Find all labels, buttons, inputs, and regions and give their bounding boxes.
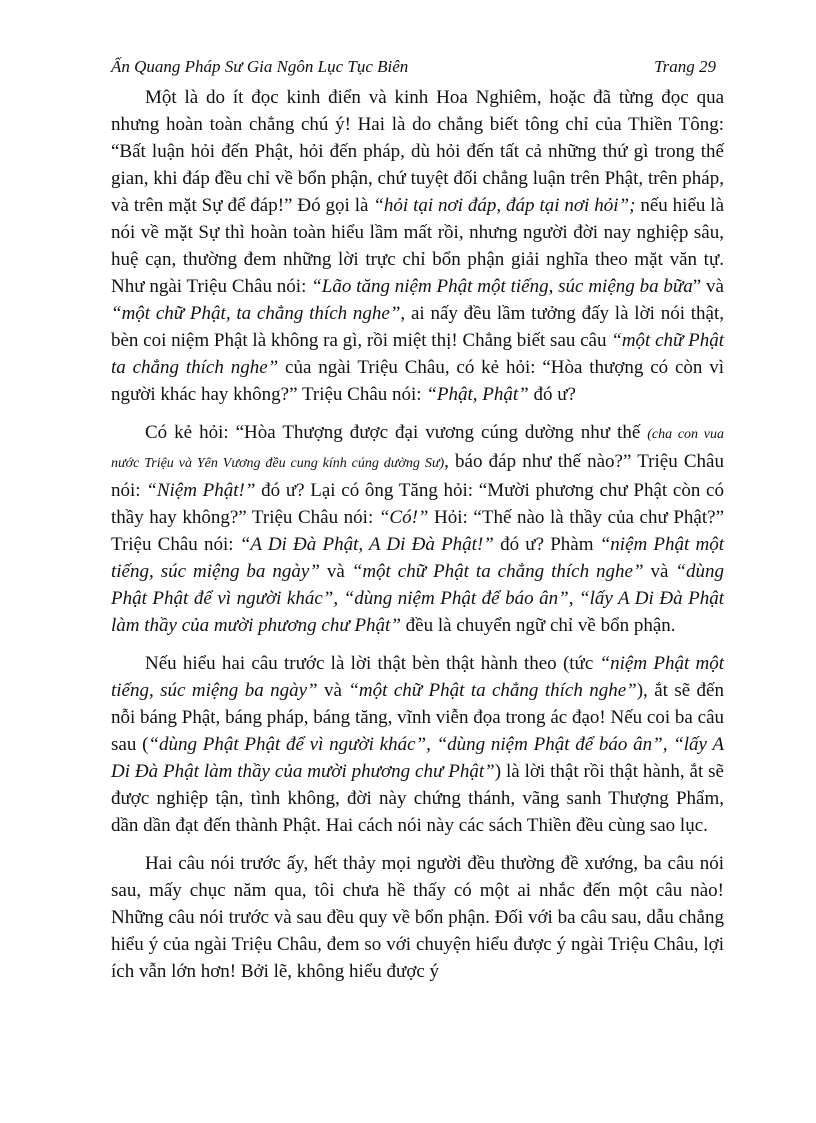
inline-note: (cha con vua nước Triệu và Yên Vương đều cung kính cúng dường Sư) [111,427,724,471]
quote: “một chữ Phật, ta chẳng thích nghe” [111,303,401,324]
quote: “Niệm Phật!” [146,480,256,501]
quote: “hỏi tại nơi đáp, đáp tại nơi hỏi”; [373,195,636,216]
quote: “dùng Phật Phật để vì người khác”, “dùng niệm Phật để báo ân”, “lấy A Di Đà Phật làm thầy của mười phương chư Phật” [111,734,724,782]
quote: “một chữ Phật ta chẳng thích nghe” [351,561,644,582]
quote: “một chữ Phật ta chẳng thích nghe” [111,330,725,378]
paragraph-4: Hai câu nói trước ấy, hết thảy mọi người đều thường đề xướng, ba câu nói sau, mấy chục năm qua, tôi chưa hề thấy có một ai nhắc đến một câu nào! Những câu nói trước và sau đều quy về bổn phận. Đối với ba câu sau, dẫu chẳng hiểu ý của ngài Triệu Châu, đem so với chuyện hiểu được ý ngài Triệu Châu, lợi ích vẫn lớn hơn! Bởi lẽ, không hiểu được ý [111,853,724,982]
quote: “Có!” [378,507,429,528]
quote: “dùng Phật Phật để vì người khác”, “dùng niệm Phật để báo ân”, “lấy A Di Đà Phật làm thầy của mười phương chư Phật” [111,561,724,636]
page-number: Trang 29 [654,57,716,76]
page-header [111,56,724,78]
header-title: Ấn Quang Pháp Sư Gia Ngôn Lục Tục Biên [111,57,409,76]
quote: “niệm Phật một tiếng, súc miệng ba ngày” [111,534,725,582]
quote: “niệm Phật một tiếng, súc miệng ba ngày” [111,653,725,701]
paragraph-1: Một là do ít đọc kinh điển và kinh Hoa Nghiêm, hoặc đã từng đọc qua nhưng hoàn toàn chẳng chú ý! Hai là do chẳng biết tông chỉ của Thiền Tông: “Bất luận hỏi đến Phật, hỏi đến pháp, dù hỏi đến tất cả những thứ gì trong thế gian, khi đáp đều chỉ về bổn phận, chứ tuyệt đối chẳng luận trên Phật, trên pháp, và trên mặt Sự để đáp!” Đó gọi là “hỏi tại nơi đáp, đáp tại nơi hỏi”; nếu hiểu là nói về mặt Sự thì hoàn toàn hiểu lầm mất rồi, nhưng người đời nay nghiệp sâu, huệ cạn, thường đem những lời trực chỉ bổn phận giải nghĩa theo mặt văn tự. Như ngài Triệu Châu nói: “Lão tăng niệm Phật một tiếng, súc miệng ba bữa” và “một chữ Phật, ta chẳng thích nghe”, ai nấy đều lầm tưởng đấy là lời nói thật, bèn coi niệm Phật là không ra gì, rồi miệt thị! Chẳng biết sau câu “một chữ Phật ta chẳng thích nghe” của ngài Triệu Châu, có kẻ hỏi: “Hòa thượng có còn vì người khác hay không?” Triệu Châu nói: “Phật, Phật” đó ư? [111,87,725,405]
paragraph-3: Nếu hiểu hai câu trước là lời thật bèn thật hành theo (tức “niệm Phật một tiếng, súc miệng ba ngày” và “một chữ Phật ta chẳng thích nghe”), ắt sẽ đến nỗi báng Phật, báng pháp, báng tăng, vĩnh viễn đọa trong ác đạo! Nếu coi ba câu sau (“dùng Phật Phật để vì người khác”, “dùng niệm Phật để báo ân”, “lấy A Di Đà Phật làm thầy của mười phương chư Phật”) là lời thật rồi thật hành, ắt sẽ được nghiệp tận, tình không, đời này chứng thánh, vãng sanh Thượng Phẩm, dần dần đạt đến thành Phật. Hai cách nói này các sách Thiền đều cùng sao lục. [111,653,725,836]
quote: “Phật, Phật” [426,384,529,405]
paragraph-2: Có kẻ hỏi: “Hòa Thượng được đại vương cúng dường như thế (cha con vua nước Triệu và Yên Vương đều cung kính cúng dường Sư), báo đáp như thế nào?” Triệu Châu nói: “Niệm Phật!” đó ư? Lại có ông Tăng hỏi: “Mười phương chư Phật còn có thầy hay không?” Triệu Châu nói: “Có!” Hỏi: “Thế nào là thầy của chư Phật?” Triệu Châu nói: “A Di Đà Phật, A Di Đà Phật!” đó ư? Phàm “niệm Phật một tiếng, súc miệng ba ngày” và “một chữ Phật ta chẳng thích nghe” và “dùng Phật Phật để vì người khác”, “dùng niệm Phật để báo ân”, “lấy A Di Đà Phật làm thầy của mười phương chư Phật” đều là chuyển ngữ chỉ về bổn phận. [111,422,725,636]
quote: “Lão tăng niệm Phật một tiếng, súc miệng ba bữa [311,276,693,297]
quote: “A Di Đà Phật, A Di Đà Phật!” [239,534,494,555]
quote: “một chữ Phật ta chẳng thích nghe” [348,680,637,701]
